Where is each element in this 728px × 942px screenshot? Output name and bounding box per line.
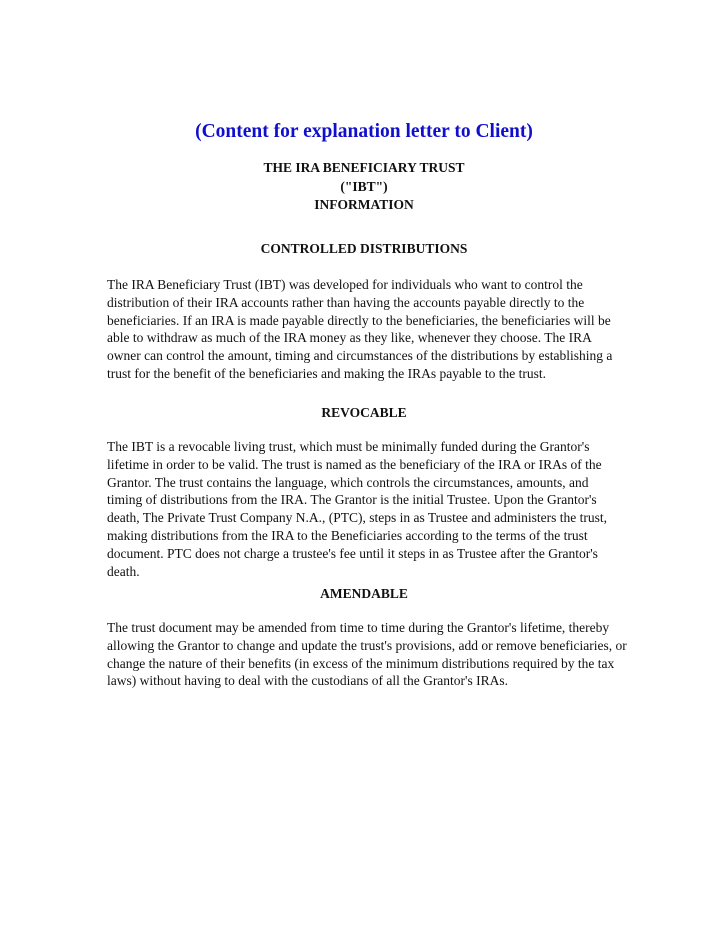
section-paragraph-revocable: The IBT is a revocable living trust, which must be minimally funded during the Grantor's lifetime in order to be valid. The trust is named as the beneficiary of the IRA or IRAs of the Grantor. The trust contains the language, which controls the circumstances, amounts, and timing of distributions from the IRA. The Grantor is the initial Trustee. Upon the Grantor's death, The Private Trust Company N.A., (PTC), steps in as Trustee and administers the trust, making distributions from the IRA to the Beneficiaries according to the terms of the trust document. PTC does not charge a trustee's fee until it steps in as Trustee after the Grantor's death.: [107, 439, 607, 579]
section-heading-amendable: AMENDABLE: [320, 586, 408, 601]
heading-line-abbreviation: ("IBT"): [340, 178, 388, 194]
heading-line-information: INFORMATION: [314, 197, 414, 212]
document-heading: [0, 159, 728, 215]
letter-title: (Content for explanation letter to Client): [195, 121, 533, 142]
section-paragraph-amendable: The trust document may be amended from time to time during the Grantor's lifetime, thereby allowing the Grantor to change and update the trust's provisions, add or remove beneficiaries, or change the nature of their benefits (in excess of the minimum distributions required by the tax laws) without having to deal with the custodians of all the Grantor's IRAs.: [107, 620, 627, 689]
section-heading-controlled-distributions: CONTROLLED DISTRIBUTIONS: [260, 241, 468, 256]
heading-line-trust-name: THE IRA BENEFICIARY TRUST: [263, 160, 465, 175]
section-paragraph-controlled-distributions: The IRA Beneficiary Trust (IBT) was developed for individuals who want to control the distribution of their IRA accounts rather than having the accounts payable directly to the beneficiaries. If an IRA is made payable directly to the beneficiaries, the beneficiaries will be able to withdraw as much of the IRA money as they like, whenever they choose. The IRA owner can control the amount, timing and circumstances of the distributions by establishing a trust for the benefit of the beneficiaries and making the IRAs payable to the trust.: [107, 277, 613, 381]
section-heading-revocable: REVOCABLE: [321, 405, 407, 420]
